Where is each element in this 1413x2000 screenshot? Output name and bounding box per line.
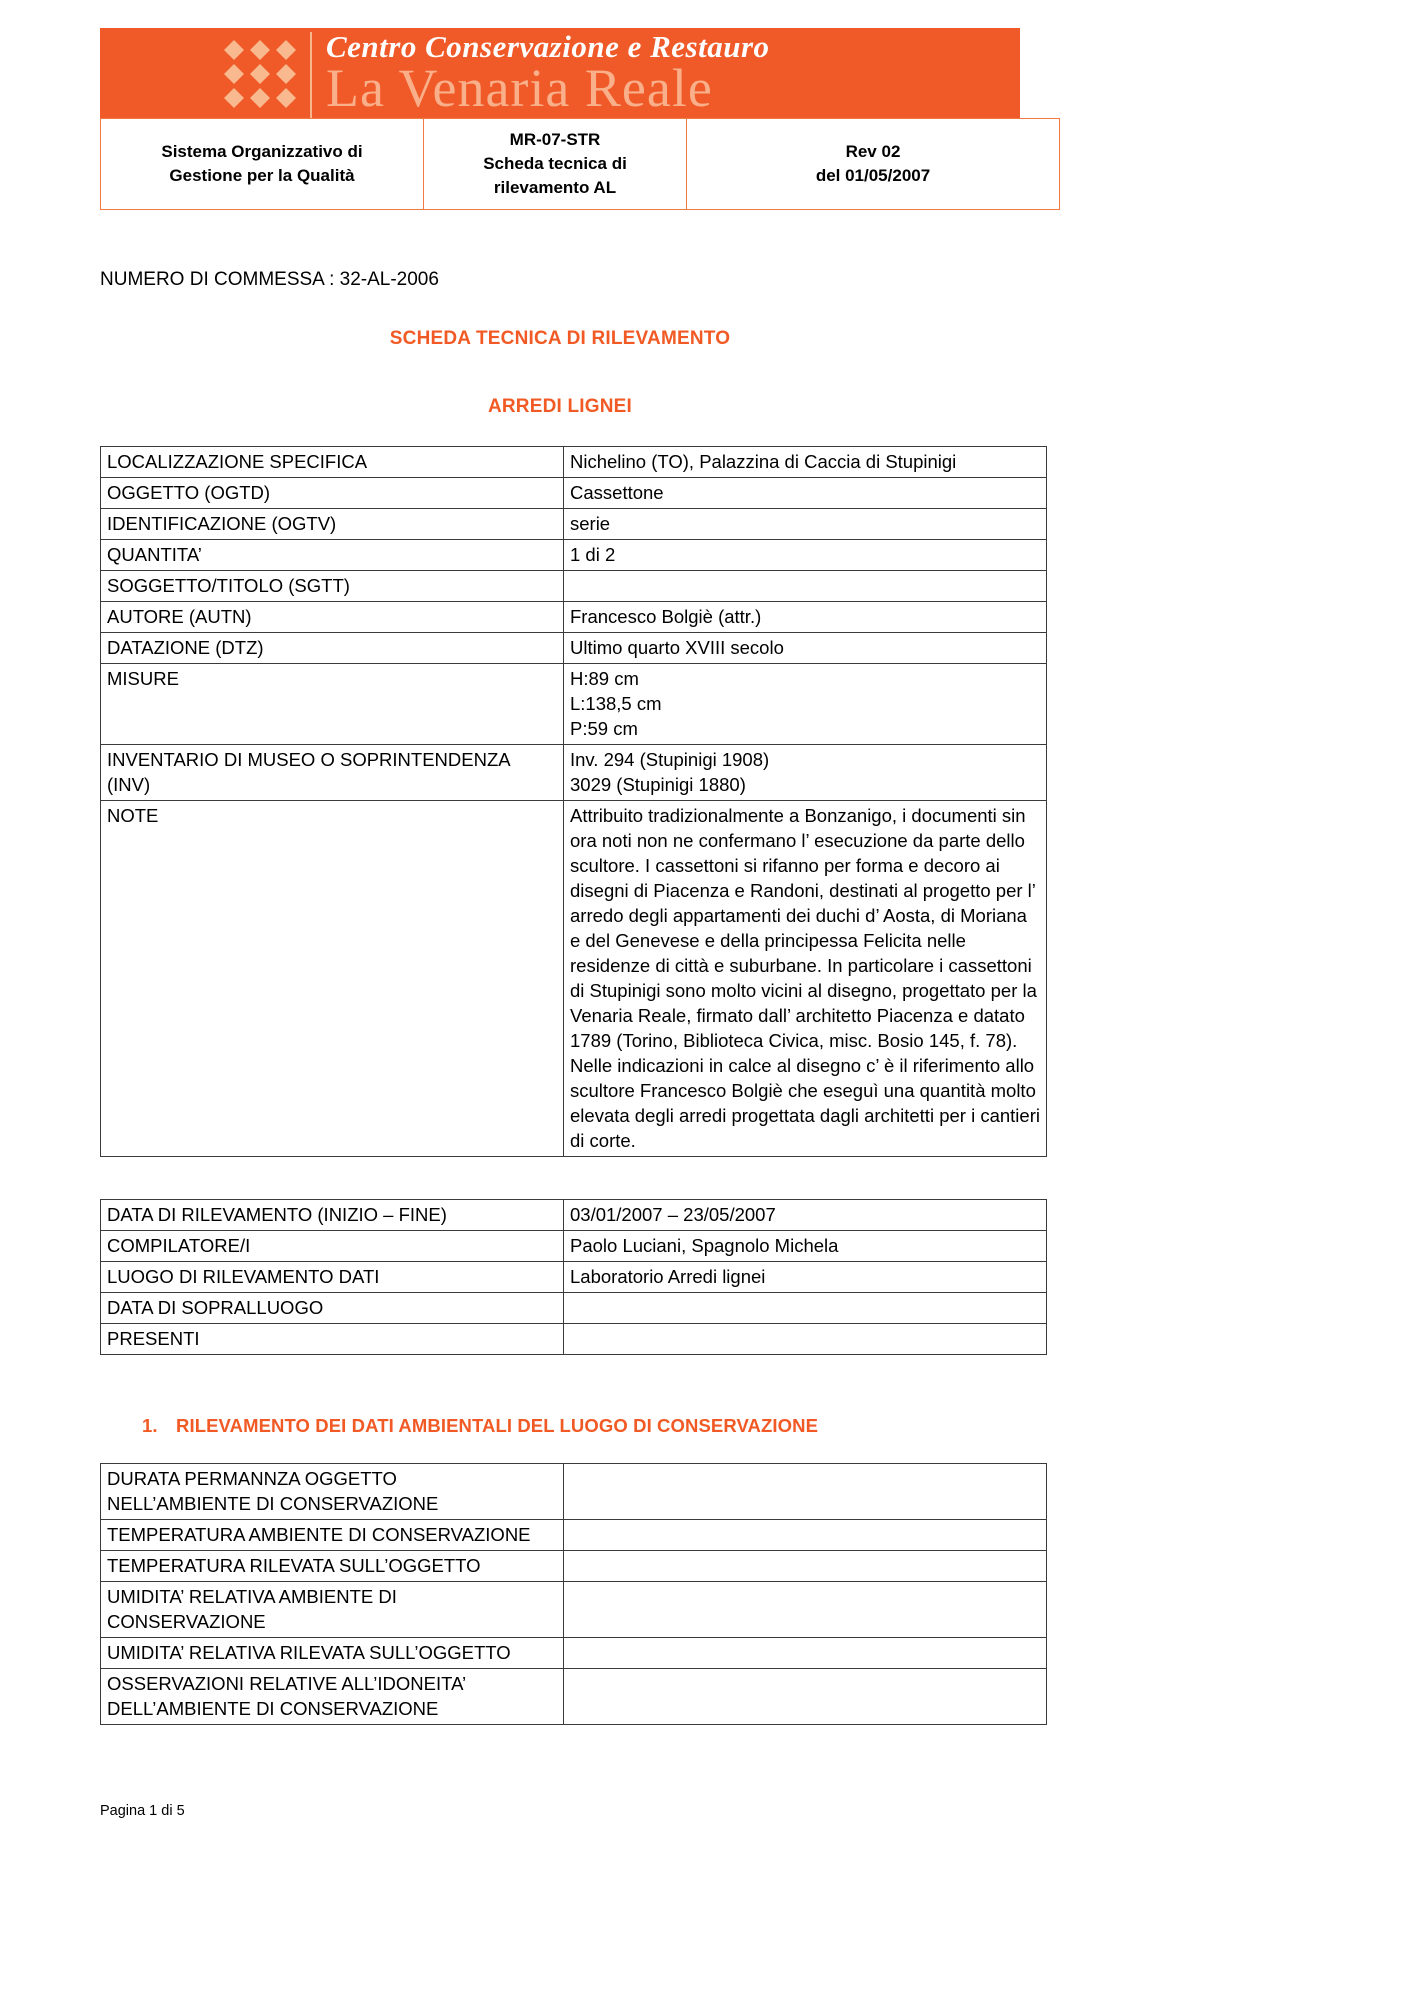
environment-data-table	[100, 1463, 1047, 1725]
row-label	[101, 1231, 564, 1262]
row-label	[101, 1200, 564, 1231]
row-label	[101, 745, 564, 801]
table-row	[101, 633, 1047, 664]
row-label-line: DATA DI SOPRALLUOGO	[107, 1297, 324, 1318]
row-label	[101, 1464, 564, 1520]
header-doc-code: MR-07-STR	[509, 130, 601, 149]
row-label	[101, 1669, 564, 1725]
page-subtitle: ARREDI LIGNEI	[487, 396, 633, 417]
row-label-line: NELL’AMBIENTE DI CONSERVAZIONE	[107, 1493, 439, 1514]
table-row	[101, 1231, 1047, 1262]
table-row	[101, 1638, 1047, 1669]
row-label	[101, 1520, 564, 1551]
row-value-line: Cassettone	[570, 482, 664, 503]
row-value	[564, 602, 1047, 633]
banner-text-block	[326, 29, 1016, 118]
table-row	[101, 1200, 1047, 1231]
row-label-line: DATA DI RILEVAMENTO (INIZIO – FINE)	[107, 1204, 447, 1225]
row-label-line: DELL’AMBIENTE DI CONSERVAZIONE	[107, 1698, 439, 1719]
row-label-line: AUTORE (AUTN)	[107, 606, 252, 627]
commessa-number: NUMERO DI COMMESSA : 32-AL-2006	[100, 269, 439, 290]
page-footer: Pagina 1 di 5	[100, 1803, 185, 1819]
row-value-line: H:89 cm	[570, 668, 639, 689]
header-revision-date: del 01/05/2007	[815, 166, 931, 185]
table-row	[101, 602, 1047, 633]
header-revision: Rev 02	[845, 142, 901, 161]
row-label	[101, 1324, 564, 1355]
table-row	[101, 1669, 1047, 1725]
row-value-line: Laboratorio Arredi lignei	[570, 1266, 766, 1287]
row-value	[564, 540, 1047, 571]
row-value	[564, 633, 1047, 664]
row-label-line: LUOGO DI RILEVAMENTO DATI	[107, 1266, 380, 1287]
table-row	[101, 1520, 1047, 1551]
row-label	[101, 1582, 564, 1638]
table-row	[101, 1293, 1047, 1324]
row-label-line: LOCALIZZAZIONE SPECIFICA	[107, 451, 368, 472]
table-row	[101, 664, 1047, 745]
row-value	[564, 1200, 1047, 1231]
table-row	[101, 509, 1047, 540]
row-value	[564, 664, 1047, 745]
row-value	[564, 1293, 1047, 1324]
row-label	[101, 633, 564, 664]
table-row	[101, 801, 1047, 1157]
row-value-line: Paolo Luciani, Spagnolo Michela	[570, 1235, 839, 1256]
row-value	[564, 1638, 1047, 1669]
header-doc-line2: Scheda tecnica di	[483, 154, 627, 173]
row-value	[564, 1262, 1047, 1293]
header-system-line1: Sistema Organizzativo di	[161, 142, 363, 161]
row-label	[101, 1293, 564, 1324]
row-label-line: SOGGETTO/TITOLO (SGTT)	[107, 575, 350, 596]
row-label-line: INVENTARIO DI MUSEO O SOPRINTENDENZA	[107, 749, 511, 770]
row-value: Attribuito tradizionalmente a Bonzanigo, i documenti sin ora noti non ne confermano l’ esecuzione da parte dello scultore. I cassettoni si rifanno per forma e decoro ai disegni di Piacenza e Randoni, destinati al progetto per l’ arredo degli appartamenti dei duchi d’ Aosta, di Moriana e del Genevese e della principessa Felicita nelle residenze di città e suburbane. In particolare i cassettoni di Stupinigi sono molto vicini al disegno, progettato per la Venaria Reale, firmato dall’ architetto Piacenza e datato 1789 (Torino, Biblioteca Civica, misc. Bosio 145, f. 78). Nelle indicazioni in calce al disegno c’ è il riferimento allo scultore Francesco Bolgiè che eseguì una quantità molto elevata degli arredi progettata dagli architetti per i cantieri di corte.	[564, 801, 1047, 1157]
row-label-line: DATAZIONE (DTZ)	[107, 637, 264, 658]
row-value	[564, 745, 1047, 801]
row-label-line: NOTE	[107, 805, 159, 826]
table-row	[101, 1324, 1047, 1355]
row-label-line: QUANTITA’	[107, 544, 202, 565]
banner-divider	[310, 32, 312, 118]
object-data-body	[101, 447, 1047, 1157]
row-value-line: 1 di 2	[570, 544, 616, 565]
row-label-line: TEMPERATURA AMBIENTE DI CONSERVAZIONE	[107, 1524, 531, 1545]
row-value	[564, 1231, 1047, 1262]
row-value	[564, 571, 1047, 602]
row-value	[564, 1582, 1047, 1638]
brand-banner	[100, 28, 1020, 118]
row-label	[101, 1551, 564, 1582]
table-row	[101, 745, 1047, 801]
row-value-line: P:59 cm	[570, 718, 638, 739]
row-label	[101, 478, 564, 509]
table-row	[101, 447, 1047, 478]
row-value	[564, 1324, 1047, 1355]
row-label	[101, 602, 564, 633]
row-value	[564, 478, 1047, 509]
row-value	[564, 509, 1047, 540]
row-value-line: Francesco Bolgiè (attr.)	[570, 606, 762, 627]
row-label-line: TEMPERATURA RILEVATA SULL’OGGETTO	[107, 1555, 481, 1576]
row-label-line: COMPILATORE/I	[107, 1235, 251, 1256]
section-1-heading	[142, 1415, 1020, 1437]
row-value	[564, 1520, 1047, 1551]
row-value	[564, 1669, 1047, 1725]
table-row	[101, 1262, 1047, 1293]
header-system-line2: Gestione per la Qualità	[169, 166, 355, 185]
row-label-line: IDENTIFICAZIONE (OGTV)	[107, 513, 337, 534]
row-label-line: MISURE	[107, 668, 179, 689]
table-row	[101, 119, 1060, 210]
environment-data-body	[101, 1464, 1047, 1725]
row-value	[564, 1551, 1047, 1582]
row-label-line: CONSERVAZIONE	[107, 1611, 266, 1632]
row-label-line: PRESENTI	[107, 1328, 200, 1349]
header-cell-revision	[687, 119, 1060, 210]
row-label	[101, 509, 564, 540]
row-label	[101, 571, 564, 602]
section-1-title: RILEVAMENTO DEI DATI AMBIENTALI DEL LUOGO DI CONSERVAZIONE	[176, 1415, 819, 1436]
row-value-line: L:138,5 cm	[570, 693, 662, 714]
page-content	[100, 0, 1040, 1819]
banner-title-secondary: La Venaria Reale	[326, 58, 713, 118]
survey-data-body	[101, 1200, 1047, 1355]
table-row	[101, 540, 1047, 571]
row-label	[101, 1638, 564, 1669]
table-row	[101, 1464, 1047, 1520]
row-value-line: Nichelino (TO), Palazzina di Caccia di Stupinigi	[570, 451, 957, 472]
object-data-table	[100, 446, 1047, 1157]
row-label-line: (INV)	[107, 774, 151, 795]
row-value-line: Inv. 294 (Stupinigi 1908)	[570, 749, 770, 770]
document-header-table	[100, 118, 1060, 210]
row-value-line: serie	[570, 513, 611, 534]
table-row	[101, 571, 1047, 602]
table-row	[101, 478, 1047, 509]
section-1-number: 1.	[142, 1415, 158, 1436]
page-title: SCHEDA TECNICA DI RILEVAMENTO	[389, 328, 731, 349]
row-label-line: OGGETTO (OGTD)	[107, 482, 271, 503]
row-label-line: UMIDITA’ RELATIVA RILEVATA SULL’OGGETTO	[107, 1642, 511, 1663]
row-value-line: 3029 (Stupinigi 1880)	[570, 774, 746, 795]
header-cell-system	[101, 119, 424, 210]
table-row	[101, 1551, 1047, 1582]
row-label	[101, 540, 564, 571]
row-value-line: Ultimo quarto XVIII secolo	[570, 637, 784, 658]
row-label	[101, 664, 564, 745]
header-doc-line3: rilevamento AL	[493, 178, 617, 197]
row-label-line: DURATA PERMANNZA OGGETTO	[107, 1468, 397, 1489]
row-value	[564, 447, 1047, 478]
row-label	[101, 447, 564, 478]
row-label-line: UMIDITA’ RELATIVA AMBIENTE DI	[107, 1586, 397, 1607]
table-row	[101, 1582, 1047, 1638]
diamond-pattern-icon	[220, 38, 300, 110]
row-label-line: OSSERVAZIONI RELATIVE ALL’IDONEITA’	[107, 1673, 467, 1694]
survey-data-table	[100, 1199, 1047, 1355]
header-cell-doccode	[424, 119, 687, 210]
row-value-line: 03/01/2007 – 23/05/2007	[570, 1204, 776, 1225]
row-label	[101, 1262, 564, 1293]
row-label	[101, 801, 564, 1157]
banner-title-primary: Centro Conservazione e Restauro	[326, 29, 770, 64]
row-value	[564, 1464, 1047, 1520]
